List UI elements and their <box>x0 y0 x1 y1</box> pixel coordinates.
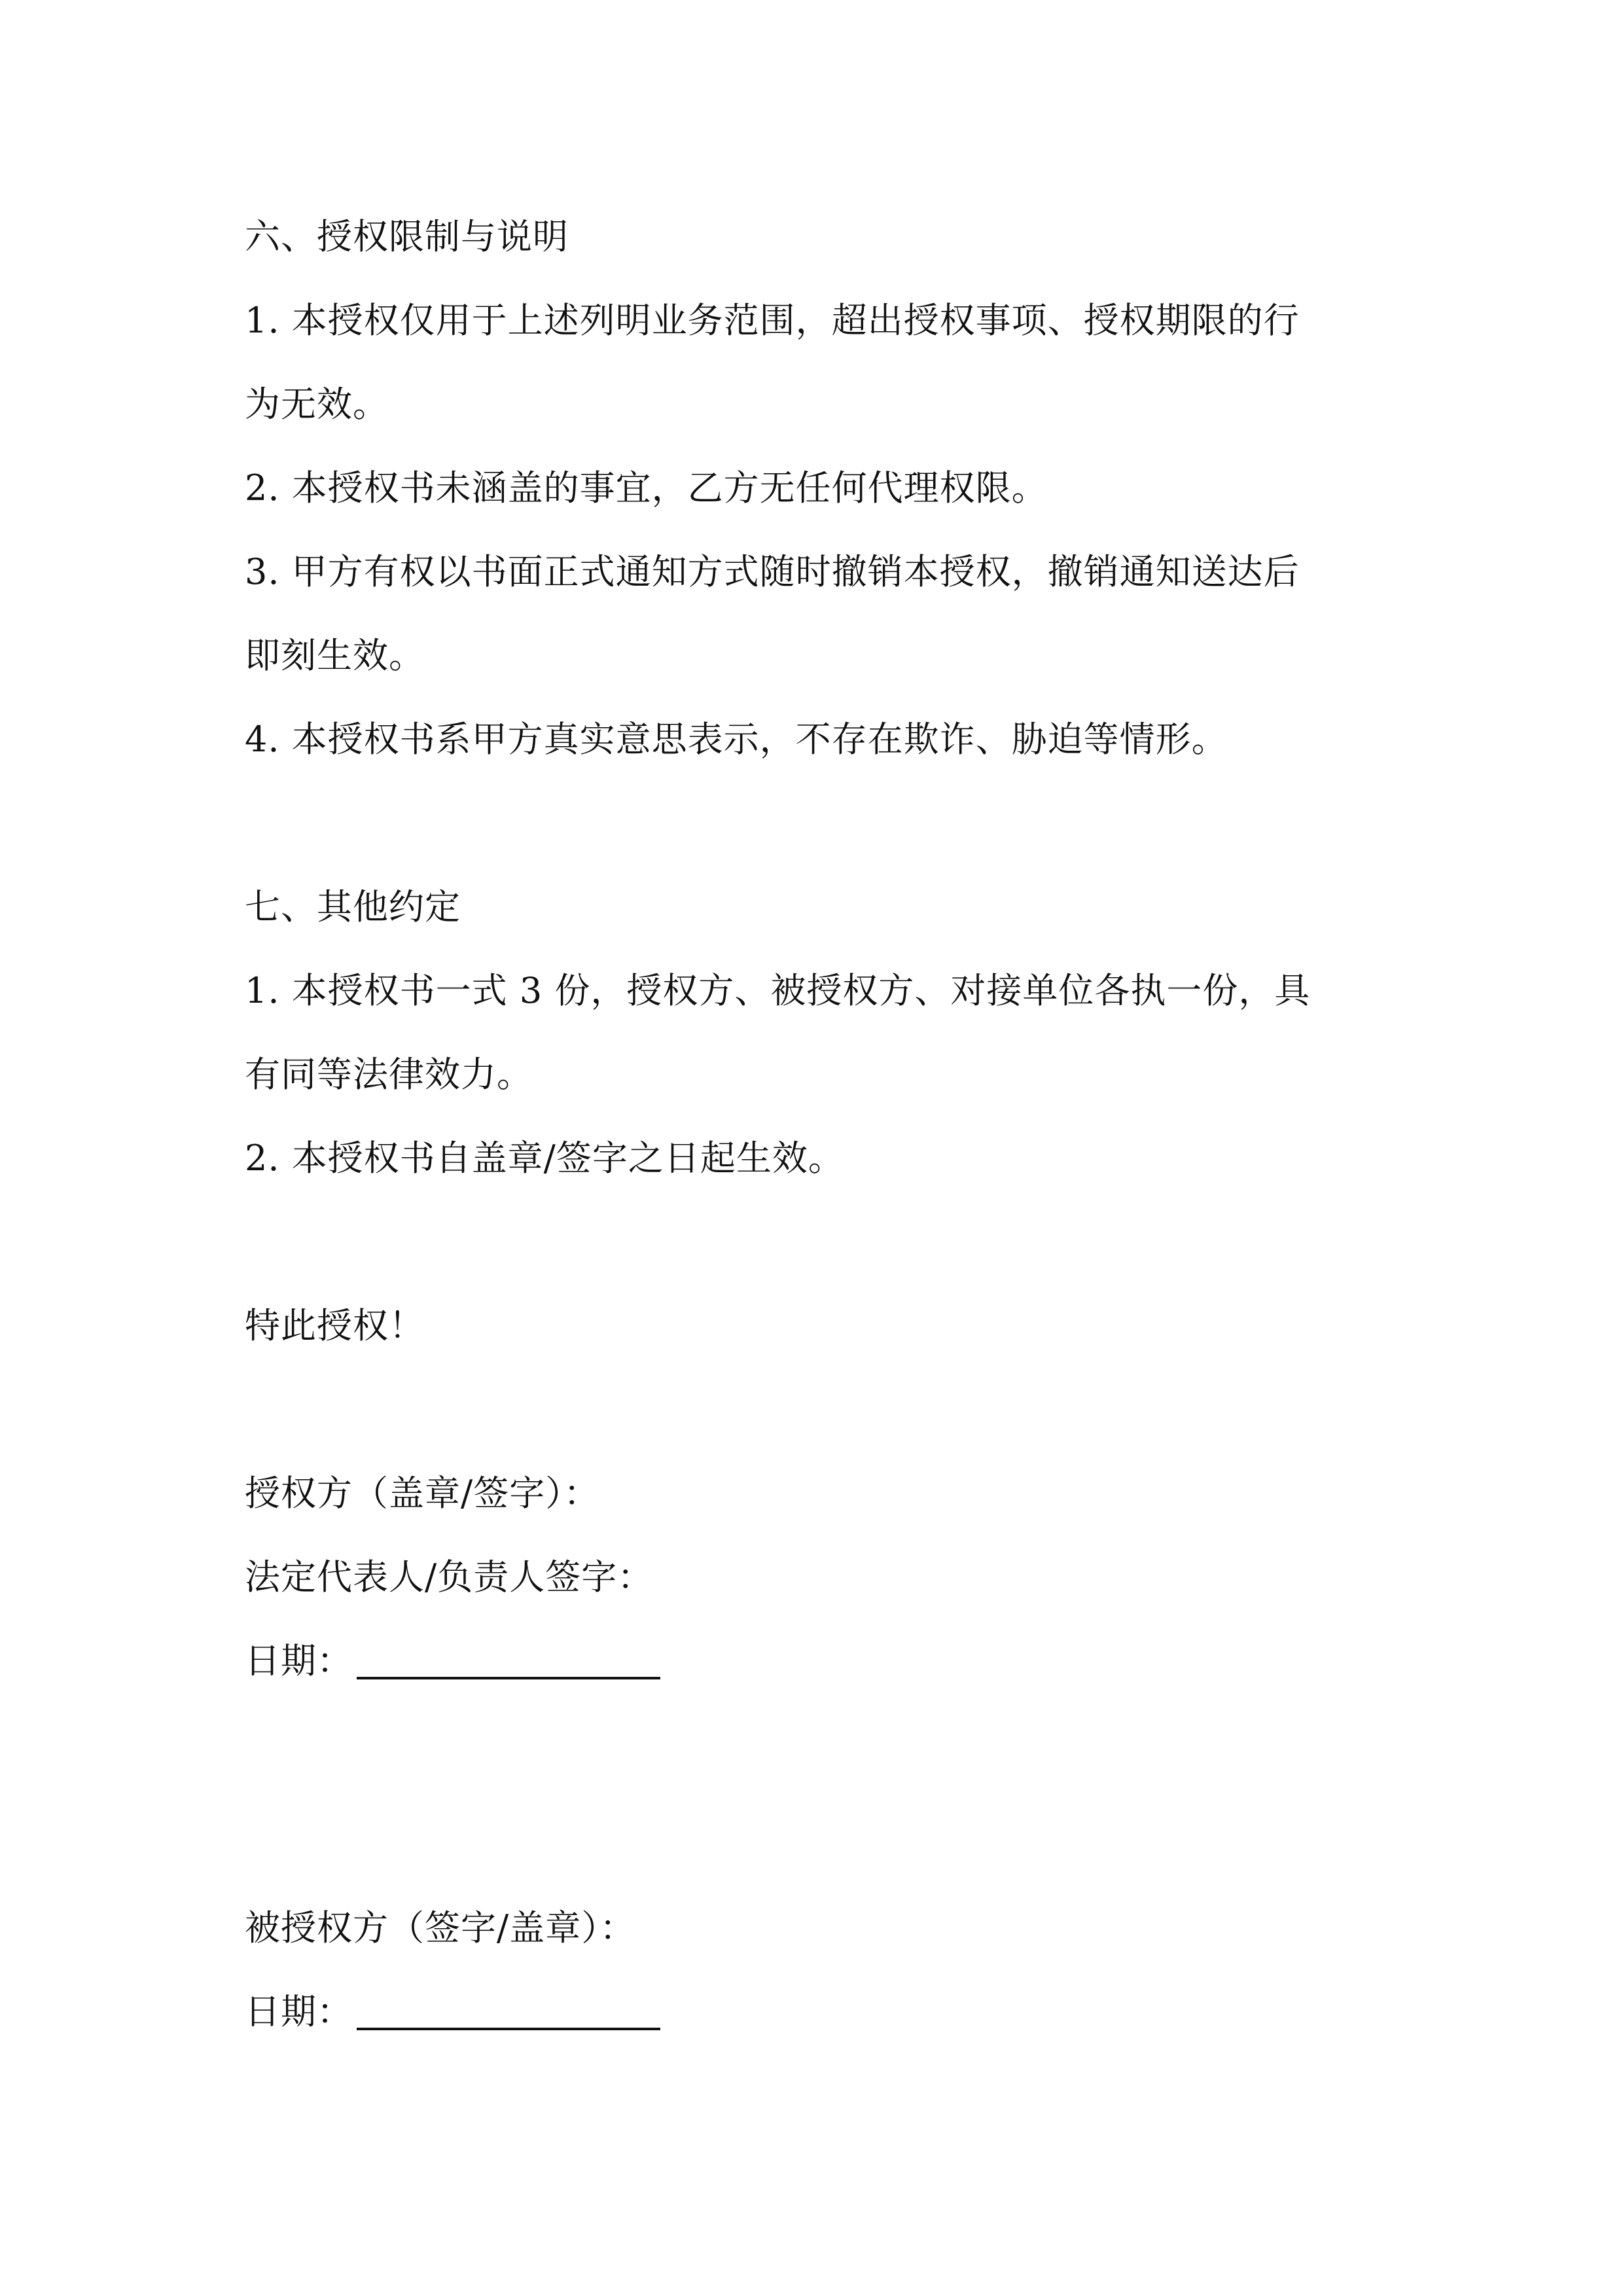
section-6-item-1-line-2: 为无效。 <box>245 384 389 425</box>
grantee-date-label: 日期： <box>245 1991 353 2032</box>
grantor-date-blank[interactable] <box>357 1644 660 1679</box>
section-7-heading: 七、其他约定 <box>245 886 461 927</box>
section-6-item-3-line-1: 3. 甲方有权以书面正式通知方式随时撤销本授权，撤销通知送达后 <box>245 551 1300 592</box>
section-7-item-2: 2. 本授权书自盖章/签字之日起生效。 <box>245 1138 844 1179</box>
section-6-item-4: 4. 本授权书系甲方真实意思表示，不存在欺诈、胁迫等情形。 <box>245 719 1228 760</box>
section-6-heading: 六、授权限制与说明 <box>245 216 569 257</box>
section-6-item-3-line-2: 即刻生效。 <box>245 635 425 676</box>
grantee-signature-label: 被授权方（签字/盖章）： <box>245 1907 636 1948</box>
legal-representative-label: 法定代表人/负责人签字： <box>245 1556 654 1598</box>
section-7-item-1-line-2: 有同等法律效力。 <box>245 1054 533 1095</box>
section-6-item-2: 2. 本授权书未涵盖的事宜，乙方无任何代理权限。 <box>245 467 1048 509</box>
grantor-seal-label: 授权方（盖章/签字）： <box>245 1473 600 1514</box>
grantor-date-row <box>245 1635 1397 1687</box>
section-7-item-1-line-1: 1. 本授权书一式 3 份，授权方、被授权方、对接单位各执一份，具 <box>245 970 1311 1011</box>
section-6-item-1-line-1: 1. 本授权仅用于上述列明业务范围，超出授权事项、授权期限的行 <box>245 300 1300 341</box>
grantor-date-label: 日期： <box>245 1640 353 1681</box>
closing-statement: 特此授权！ <box>245 1305 425 1346</box>
grantee-date-row <box>245 1986 1397 2038</box>
grantee-date-blank[interactable] <box>357 1995 660 2030</box>
